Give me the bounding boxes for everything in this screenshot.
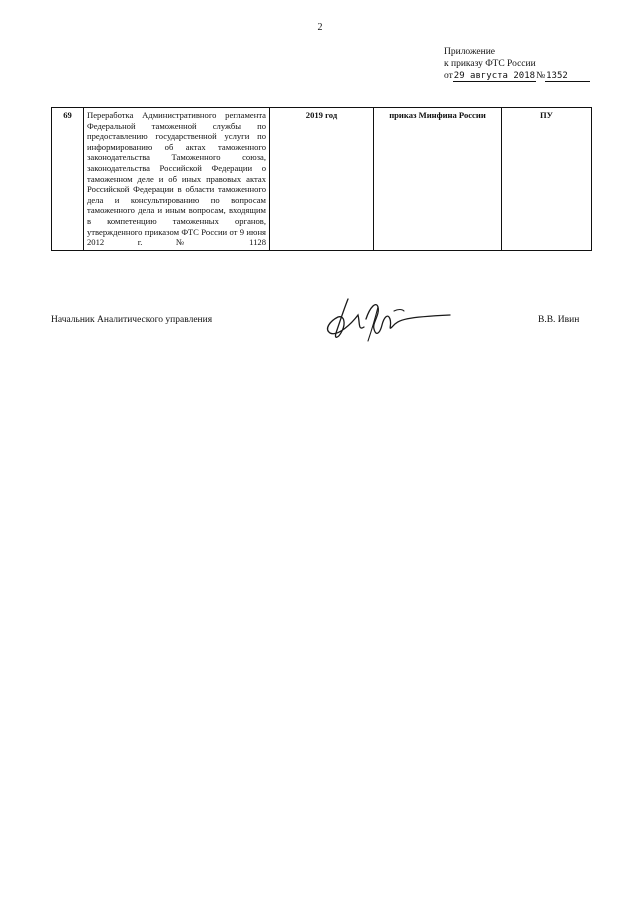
row-number: 69 bbox=[52, 108, 84, 251]
signatory-title: Начальник Аналитического управления bbox=[51, 315, 213, 325]
handwritten-signature bbox=[318, 293, 458, 343]
row-basis: приказ Минфина России bbox=[374, 108, 502, 251]
row-year: 2019 год bbox=[270, 108, 374, 251]
appendix-order-ref: к приказу ФТС России bbox=[444, 59, 536, 69]
order-number: 1352 bbox=[545, 71, 590, 82]
plan-table bbox=[51, 107, 592, 251]
appendix-header bbox=[444, 46, 604, 82]
row-responsible: ПУ bbox=[502, 108, 592, 251]
row-description-text: Переработка Административного регламента Федеральной таможенной службы по предоставлению государственной услуги по информированию об актах таможенного законодательства Таможенного союза, законодательства Российской Федерации о таможенном деле и об иных правовых актах Российской Федерации в области таможенного дела и консультированию по вопросам таможенного дела и иным вопросам, входящим в компетенцию таможенных органов, утвержденного приказом ФТС России от 9 июня 2012 г. № 1128 bbox=[87, 110, 266, 248]
order-date: 29 августа 2018 bbox=[453, 71, 536, 81]
order-date-prefix: от bbox=[444, 71, 453, 81]
table-row bbox=[52, 108, 592, 251]
signer-name: В.В. Ивин bbox=[538, 315, 580, 325]
row-description bbox=[84, 108, 270, 251]
appendix-title: Приложение bbox=[444, 47, 495, 57]
order-number-sign: № bbox=[536, 71, 546, 81]
appendix-order-line bbox=[444, 70, 604, 82]
page-number: 2 bbox=[317, 22, 323, 33]
